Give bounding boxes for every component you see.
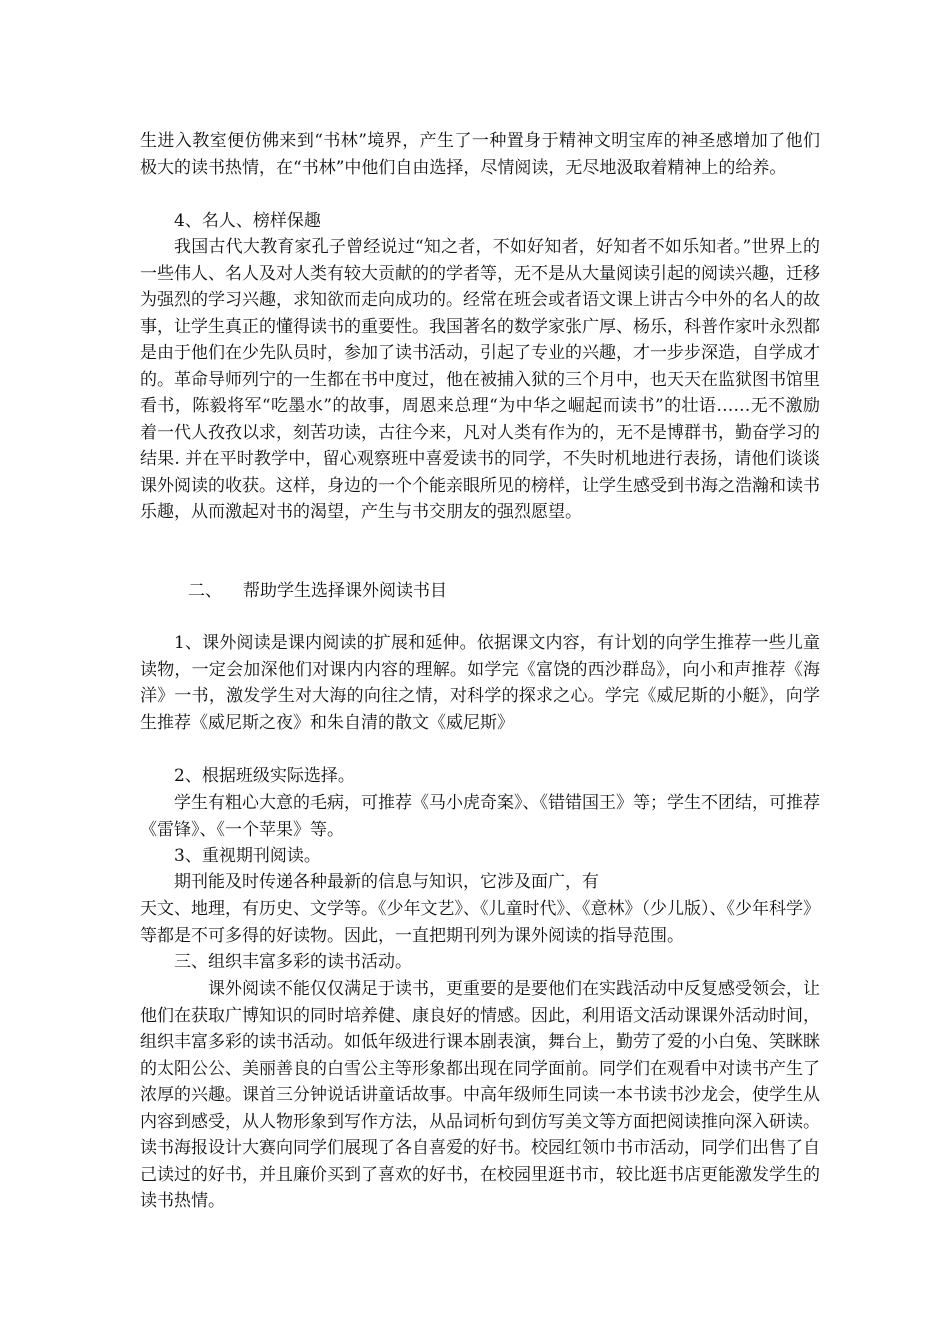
paragraph-periodicals-line1: 期刊能及时传递各种最新的信息与知识，它涉及面广，有	[174, 872, 599, 892]
section-number-2: 二、	[188, 581, 222, 601]
paragraph-extracurricular-extension: 1、课外阅读是课内阅读的扩展和延伸。依据课文内容，有计划的向学生推荐一些儿童读物，一定会加深他们对课内内容的理解。如学完《富饶的西沙群岛》，向小和声推荐《海洋》一书，激发学生对大海的向往之情，对科学的探求之心。学完《威尼斯的小艇》，向学生推荐《威尼斯之夜》和朱自清的散文《威尼斯》	[140, 633, 820, 733]
subheading-celebrity-role-models: 4、名人、榜样保趣	[174, 211, 321, 231]
subheading-class-selection: 2、根据班级实际选择。	[174, 766, 355, 786]
section-heading-3: 三、组织丰富多彩的读书活动。	[174, 952, 412, 972]
paragraph-shulin-intro: 生进入教室便仿佛来到“书林”境界，产生了一种置身于精神文明宝库的神圣感增加了他们极大的读书热情，在“书林”中他们自由选择，尽情阅读，无尽地汲取着精神上的给养。	[140, 131, 820, 178]
subheading-periodicals: 3、重视期刊阅读。	[174, 846, 321, 866]
section-title-2: 帮助学生选择课外阅读书目	[243, 581, 447, 601]
paragraph-celebrity-examples: 我国古代大教育家孔子曾经说过“知之者，不如好知者，好知者不如乐知者。”世界上的一些伟人、名人及对人类有较大贡献的的学者等，无不是从大量阅读引起的阅读兴趣，迁移为强烈的学习兴趣，求知欲而走向成功的。经常在班会或者语文课上讲古今中外的名人的故事，让学生真正的懂得读书的重要性。我国著名的数学家张广厚、杨乐，科普作家叶永烈都是由于他们在少先队员时，参加了读书活动，引起了专业的兴趣，才一步步深造，自学成才的。革命导师列宁的一生都在书中度过，他在被捕入狱的三个月中，也天天在监狱图书馆里看书，陈毅将军“吃墨水”的故事，周恩来总理“为中华之崛起而读书”的壮语……无不激励着一代人孜孜以求，刻苦功读，古往今来，凡对人类有作为的，无不是博群书，勤奋学习的结果. 并在平时教学中，留心观察班中喜爱读书的同学，不失时机地进行表扬，请他们谈谈课外阅读的收获。这样，身边的一个个能亲眼所见的榜样，让学生感受到书海之浩瀚和读书乐趣，从而激起对书的渴望，产生与书交朋友的强烈愿望。	[140, 237, 820, 522]
section-heading-2	[188, 578, 447, 605]
paragraph-class-recommendations: 学生有粗心大意的毛病，可推荐《马小虎奇案》、《错错国王》等；学生不团结，可推荐《雷锋》、《一个苹果》等。	[140, 793, 820, 840]
paragraph-periodicals-rest: 天文、地理，有历史、文学等。《少年文艺》、《儿童时代》、《意林》（少儿版）、《少年科学》等都是不可多得的好读物。因此，一直把期刊列为课外阅读的指导范围。	[140, 899, 820, 946]
paragraph-reading-activities: 课外阅读不能仅仅满足于读书，更重要的是要他们在实践活动中反复感受领会，让他们在获取广博知识的同时培养健、康良好的情感。因此，利用语文活动课课外活动时间，组织丰富多彩的读书活动。如低年级进行课本剧表演，舞台上，勤劳了爱的小白兔、笑眯眯的太阳公公、美丽善良的白雪公主等形象都出现在同学面前。同学们在观看中对读书产生了浓厚的兴趣。课首三分钟说话讲童话故事。中高年级师生同读一本书读书沙龙会，使学生从内容到感受，从人物形象到写作方法，从品词析句到仿写美文等方面把阅读推向深入研读。读书海报设计大赛向同学们展现了各自喜爱的好书。校园红领巾书市活动，同学们出售了自己读过的好书，并且廉价买到了喜欢的好书，在校园里逛书市，较比逛书店更能激发学生的读书热情。	[140, 979, 820, 1211]
